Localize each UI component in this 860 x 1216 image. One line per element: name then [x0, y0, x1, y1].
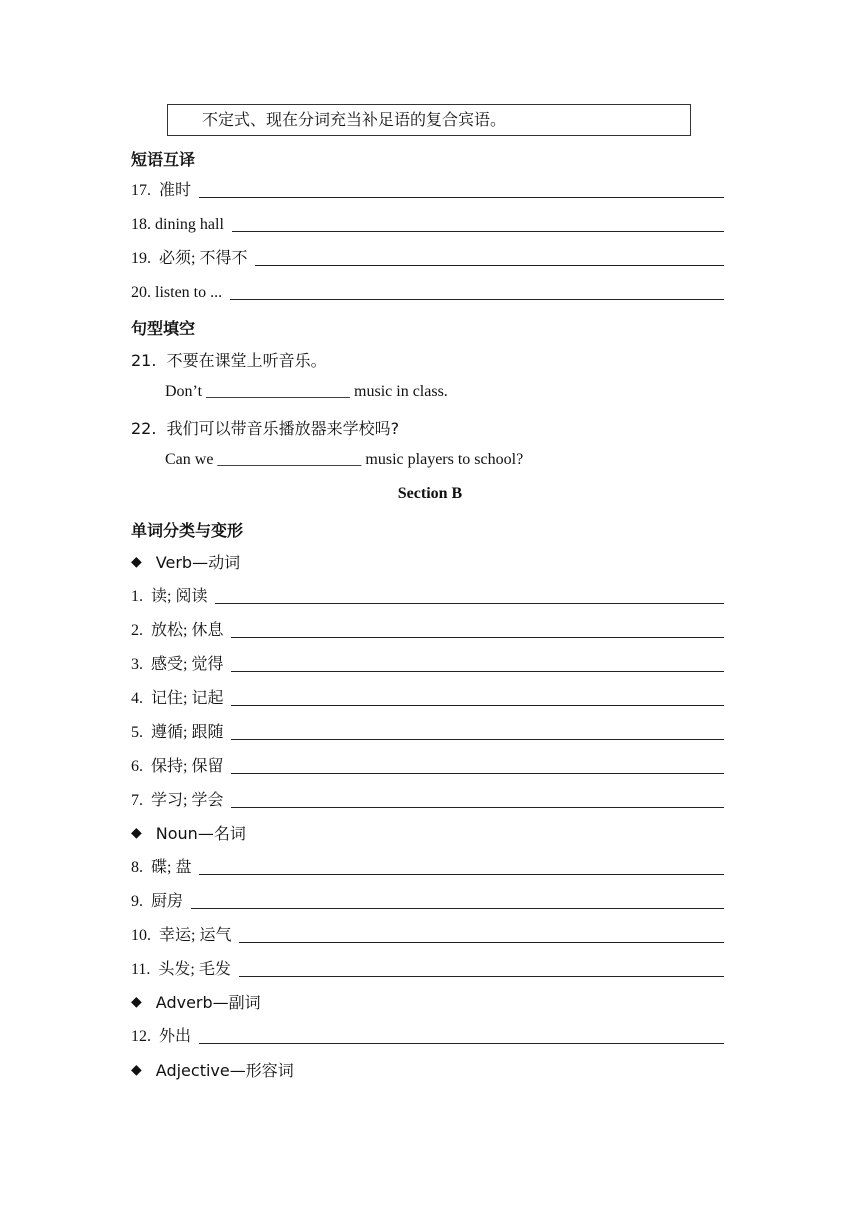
diamond-bullet-icon: ◆ [131, 824, 142, 841]
verb-item-3 [131, 652, 724, 674]
word-label: 1. 读; 阅读 [131, 588, 208, 605]
sentence-answer-21[interactable]: Don’t __________________ music in class. [165, 383, 448, 400]
noun-item-10 [131, 923, 724, 945]
phrase-label: 20. listen to ... [131, 284, 223, 301]
verb-item-5 [131, 720, 724, 742]
word-label: 6. 保持; 保留 [131, 758, 224, 775]
phrase-label: 18. dining hall [131, 216, 224, 233]
word-label: 10. 幸运; 运气 [131, 927, 232, 944]
answer-blank[interactable] [231, 704, 724, 706]
sentence-prompt-22: 22. 我们可以带音乐播放器来学校吗? [131, 419, 400, 438]
word-classification-heading: 单词分类与变形 [131, 521, 244, 540]
phrase-item-19 [131, 246, 724, 268]
word-label: 12. 外出 [131, 1028, 192, 1045]
boxed-note: 不定式、现在分词充当补足语的复合宾语。 [167, 104, 691, 136]
answer-blank[interactable] [239, 975, 724, 977]
category-adverb [131, 990, 261, 1013]
diamond-bullet-icon: ◆ [131, 553, 142, 570]
answer-blank[interactable] [199, 196, 724, 198]
phrase-label: 17. 准时 [131, 182, 192, 199]
answer-blank[interactable] [231, 670, 724, 672]
word-label: 3. 感受; 觉得 [131, 656, 224, 673]
word-label: 5. 遵循; 跟随 [131, 724, 224, 741]
answer-blank[interactable] [231, 772, 724, 774]
noun-item-8 [131, 855, 724, 877]
phrase-translation-heading: 短语互译 [131, 150, 196, 169]
word-label: 4. 记住; 记起 [131, 690, 224, 707]
word-label: 11. 头发; 毛发 [131, 961, 231, 978]
answer-blank[interactable] [231, 636, 724, 638]
category-label: Noun—名词 [155, 824, 246, 843]
phrase-label: 19. 必须; 不得不 [131, 250, 248, 267]
category-label: Verb—动词 [155, 553, 241, 572]
diamond-bullet-icon: ◆ [131, 1061, 142, 1078]
answer-blank[interactable] [199, 1042, 724, 1044]
phrase-item-18 [131, 212, 724, 234]
section-b-title: Section B [397, 485, 463, 502]
category-label: Adjective—形容词 [155, 1061, 294, 1080]
diamond-bullet-icon: ◆ [131, 993, 142, 1010]
category-adjective [131, 1058, 294, 1081]
word-label: 2. 放松; 休息 [131, 622, 224, 639]
category-label: Adverb—副词 [155, 993, 261, 1012]
verb-item-4 [131, 686, 724, 708]
word-label: 9. 厨房 [131, 893, 184, 910]
category-noun [131, 821, 246, 844]
answer-blank[interactable] [215, 602, 724, 604]
answer-blank[interactable] [232, 230, 724, 232]
verb-item-6 [131, 754, 724, 776]
sentence-answer-22[interactable]: Can we __________________ music players to school? [165, 451, 524, 468]
answer-blank[interactable] [230, 298, 724, 300]
answer-blank[interactable] [231, 806, 724, 808]
noun-item-11 [131, 957, 724, 979]
answer-blank[interactable] [199, 873, 724, 875]
answer-blank[interactable] [191, 907, 724, 909]
verb-item-7 [131, 788, 724, 810]
sentence-fill-heading: 句型填空 [131, 319, 196, 338]
word-label: 7. 学习; 学会 [131, 792, 224, 809]
phrase-item-20 [131, 280, 724, 302]
phrase-item-17 [131, 178, 724, 200]
answer-blank[interactable] [231, 738, 724, 740]
adverb-item-12 [131, 1024, 724, 1046]
answer-blank[interactable] [239, 941, 724, 943]
verb-item-1 [131, 584, 724, 606]
sentence-prompt-21: 21. 不要在课堂上听音乐。 [131, 351, 327, 370]
word-label: 8. 碟; 盘 [131, 859, 192, 876]
verb-item-2 [131, 618, 724, 640]
answer-blank[interactable] [255, 264, 724, 266]
noun-item-9 [131, 889, 724, 911]
category-verb [131, 550, 240, 573]
